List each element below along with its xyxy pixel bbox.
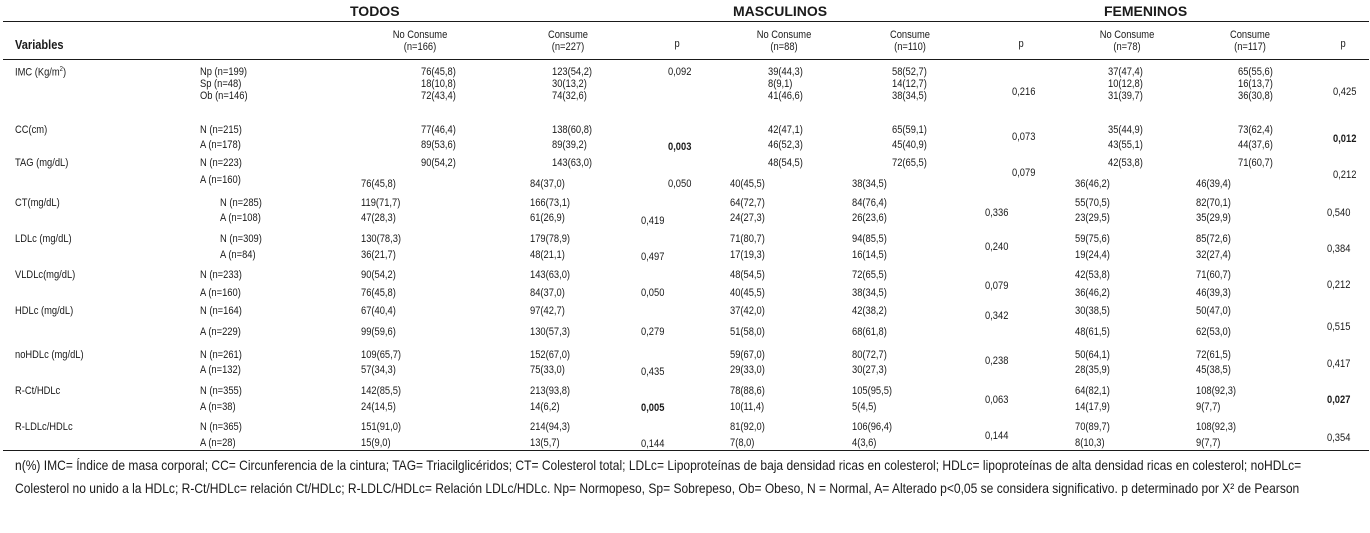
subgroup-label: N (n=355) <box>200 385 242 397</box>
table-cell: 13(5,7) <box>530 437 560 449</box>
p-value: 0,003 <box>668 141 692 153</box>
table-cell: 32(27,4) <box>1196 249 1231 261</box>
table-cell: 68(61,8) <box>852 326 887 338</box>
table-cell: 65(59,1) <box>892 124 927 136</box>
group-header-masculinos: MASCULINOS <box>733 3 828 19</box>
table-cell: 55(70,5) <box>1075 197 1110 209</box>
table-cell: 214(94,3) <box>530 421 571 433</box>
column-fem-consume: Consume (n=117) <box>1229 29 1271 53</box>
table-cell: 36(46,2) <box>1075 178 1110 190</box>
table-cell: 18(10,8) <box>421 78 456 90</box>
table-cell: 84(37,0) <box>530 287 565 299</box>
table-cell: 152(67,0) <box>530 349 571 361</box>
table-cell: 42(38,2) <box>852 305 887 317</box>
table-cell: 17(19,3) <box>730 249 765 261</box>
table-cell: 70(89,7) <box>1075 421 1110 433</box>
table-cell: 67(40,4) <box>361 305 396 317</box>
column-todos-no-consume: No Consume (n=166) <box>392 29 448 53</box>
table-cell: 89(53,6) <box>421 139 456 151</box>
table-cell: 9(7,7) <box>1196 437 1221 449</box>
table-cell: 30(13,2) <box>552 78 587 90</box>
table-cell: 108(92,3) <box>1196 385 1237 397</box>
table-cell: 71(60,7) <box>1238 157 1273 169</box>
p-value: 0,073 <box>1012 131 1036 143</box>
table-cell: 24(27,3) <box>730 212 765 224</box>
subgroup-label: A (n=229) <box>200 326 241 338</box>
table-cell: 64(72,7) <box>730 197 765 209</box>
subgroup-label: Sp (n=48) <box>200 78 242 90</box>
table-cell: 62(53,0) <box>1196 326 1231 338</box>
table-cell: 106(96,4) <box>852 421 893 433</box>
table-cell: 105(95,5) <box>852 385 893 397</box>
table-cell: 31(39,7) <box>1108 90 1143 102</box>
table-cell: 85(72,6) <box>1196 233 1231 245</box>
table-cell: 26(23,6) <box>852 212 887 224</box>
column-masc-p: p <box>1018 38 1024 50</box>
table-cell: 76(45,8) <box>361 178 396 190</box>
table-cell: 142(85,5) <box>361 385 402 397</box>
table-cell: 65(55,6) <box>1238 66 1273 78</box>
table-cell: 8(9,1) <box>768 78 793 90</box>
p-value: 0,212 <box>1327 279 1351 291</box>
table-cell: 14(6,2) <box>530 401 560 413</box>
table-cell: 19(24,4) <box>1075 249 1110 261</box>
table-cell: 50(64,1) <box>1075 349 1110 361</box>
table-cell: 14(12,7) <box>892 78 927 90</box>
table-cell: 78(88,6) <box>730 385 765 397</box>
p-value: 0,079 <box>985 280 1009 292</box>
column-fem-p: p <box>1340 38 1346 50</box>
row-label-vldlc: VLDLc(mg/dL) <box>15 269 76 281</box>
table-cell: 130(78,3) <box>361 233 402 245</box>
table-cell: 123(54,2) <box>552 66 593 78</box>
row-label-tag: TAG (mg/dL) <box>15 157 69 169</box>
p-value: 0,497 <box>641 251 665 263</box>
row-label-hdlc: HDLc (mg/dL) <box>15 305 74 317</box>
table-cell: 71(80,7) <box>730 233 765 245</box>
column-variables: Variables <box>15 37 64 52</box>
table-cell: 4(3,6) <box>852 437 877 449</box>
table-cell: 40(45,5) <box>730 178 765 190</box>
table-cell: 143(63,0) <box>552 157 593 169</box>
subgroup-label: A (n=132) <box>200 364 241 376</box>
table-cell: 16(13,7) <box>1238 78 1273 90</box>
table-cell: 15(9,0) <box>361 437 391 449</box>
bottom-rule <box>3 450 1369 451</box>
p-value: 0,384 <box>1327 243 1351 255</box>
table-cell: 82(70,1) <box>1196 197 1231 209</box>
p-value: 0,540 <box>1327 207 1351 219</box>
footnote-line-1: n(%) IMC= Índice de masa corporal; CC= Circunferencia de la cintura; TAG= Triacilglicéridos; CT= Colesterol total; LDLc= Lipoproteínas de baja densidad ricas en colesterol; HDLc= lipoproteínas de alta densidad ricas en colesterol; noHDLc= <box>15 457 1302 473</box>
table-cell: 24(14,5) <box>361 401 396 413</box>
p-value: 0,435 <box>641 366 665 378</box>
table-cell: 59(67,0) <box>730 349 765 361</box>
subgroup-label: A (n=28) <box>200 437 236 449</box>
table-cell: 143(63,0) <box>530 269 571 281</box>
table-cell: 42(47,1) <box>768 124 803 136</box>
group-header-todos: TODOS <box>350 3 400 19</box>
table-cell: 130(57,3) <box>530 326 571 338</box>
p-value: 0,216 <box>1012 86 1036 98</box>
column-masc-no-consume: No Consume (n=88) <box>756 29 812 53</box>
row-label-rct-hdlc: R-Ct/HDLc <box>15 385 61 397</box>
row-label-ct: CT(mg/dL) <box>15 197 60 209</box>
column-todos-p: p <box>674 38 680 50</box>
table-cell: 30(27,3) <box>852 364 887 376</box>
table-cell: 76(45,8) <box>421 66 456 78</box>
table-cell: 59(75,6) <box>1075 233 1110 245</box>
p-value: 0,212 <box>1333 169 1357 181</box>
table-cell: 43(55,1) <box>1108 139 1143 151</box>
subgroup-label: N (n=164) <box>200 305 242 317</box>
table-cell: 99(59,6) <box>361 326 396 338</box>
table-cell: 61(26,9) <box>530 212 565 224</box>
table-cell: 47(28,3) <box>361 212 396 224</box>
subgroup-label: N (n=223) <box>200 157 242 169</box>
subgroup-label: A (n=178) <box>200 139 241 151</box>
subgroup-label: A (n=84) <box>220 249 256 261</box>
p-value: 0,342 <box>985 310 1009 322</box>
table-cell: 16(14,5) <box>852 249 887 261</box>
p-value: 0,515 <box>1327 321 1351 333</box>
subgroup-label: N (n=261) <box>200 349 242 361</box>
group-header-femeninos: FEMENINOS <box>1104 3 1188 19</box>
table-cell: 119(71,7) <box>361 197 401 209</box>
p-value: 0,238 <box>985 355 1009 367</box>
table-cell: 72(43,4) <box>421 90 456 102</box>
subgroup-label: A (n=160) <box>200 287 241 299</box>
table-cell: 72(65,5) <box>892 157 927 169</box>
subgroup-label: A (n=160) <box>200 174 241 186</box>
table-cell: 57(34,3) <box>361 364 396 376</box>
subgroup-label: N (n=285) <box>220 197 262 209</box>
table-cell: 38(34,5) <box>892 90 927 102</box>
table-cell: 71(60,7) <box>1196 269 1231 281</box>
p-value: 0,027 <box>1327 394 1351 406</box>
subgroup-label: N (n=365) <box>200 421 242 433</box>
table-cell: 37(47,4) <box>1108 66 1143 78</box>
row-label-imc: IMC $(Kg/m^2)$ <box>15 66 67 79</box>
footnote-line-2: Colesterol no unido a la HDLc; R-Ct/HDLc= relación Ct/HDLc; R-LDLC/HDLc= Relación LDLc/HDLc. Np= Normopeso, Sp= Sobrepeso, Ob= Obeso, N = Normal, A= Alterado p<0,05 se considera significativo. p determinado por X² de Pearson <box>15 480 1300 496</box>
table-cell: 84(76,4) <box>852 197 887 209</box>
table-cell: 46(39,4) <box>1196 178 1231 190</box>
table-cell: 50(47,0) <box>1196 305 1231 317</box>
column-masc-consume: Consume (n=110) <box>889 29 931 53</box>
top-rule <box>3 21 1369 22</box>
p-value: 0,079 <box>1012 167 1036 179</box>
p-value: 0,425 <box>1333 86 1357 98</box>
row-label-nohdlc: noHDLc (mg/dL) <box>15 349 84 361</box>
subgroup-label: A (n=108) <box>220 212 261 224</box>
p-value: 0,012 <box>1333 133 1357 145</box>
p-value: 0,354 <box>1327 432 1351 444</box>
p-value: 0,279 <box>641 326 665 338</box>
subgroup-label: N (n=309) <box>220 233 262 245</box>
table-cell: 74(32,6) <box>552 90 587 102</box>
table-cell: 8(10,3) <box>1075 437 1105 449</box>
table-cell: 75(33,0) <box>530 364 565 376</box>
table-cell: 42(53,8) <box>1108 157 1143 169</box>
p-value: 0,050 <box>641 287 665 299</box>
p-value: 0,419 <box>641 215 665 227</box>
table-cell: 72(61,5) <box>1196 349 1231 361</box>
table-cell: 46(39,3) <box>1196 287 1231 299</box>
table-cell: 10(12,8) <box>1108 78 1143 90</box>
table-cell: 37(42,0) <box>730 305 765 317</box>
table-cell: 39(44,3) <box>768 66 803 78</box>
row-label-rldlc-hdlc: R-LDLc/HDLc <box>15 421 73 433</box>
table-cell: 109(65,7) <box>361 349 402 361</box>
table-cell: 14(17,9) <box>1075 401 1110 413</box>
table-cell: 28(35,9) <box>1075 364 1110 376</box>
subgroup-label: A (n=38) <box>200 401 236 413</box>
table-cell: 81(92,0) <box>730 421 765 433</box>
table-cell: 72(65,5) <box>852 269 887 281</box>
table-cell: 42(53,8) <box>1075 269 1110 281</box>
p-value: 0,336 <box>985 207 1009 219</box>
table-cell: 44(37,6) <box>1238 139 1273 151</box>
column-fem-no-consume: No Consume (n=78) <box>1099 29 1155 53</box>
table-cell: 38(34,5) <box>852 178 887 190</box>
p-value: 0,092 <box>668 66 692 78</box>
p-value: 0,240 <box>985 241 1009 253</box>
table-cell: 73(62,4) <box>1238 124 1273 136</box>
table-cell: 30(38,5) <box>1075 305 1110 317</box>
table-cell: 35(44,9) <box>1108 124 1143 136</box>
table-cell: 5(4,5) <box>852 401 877 413</box>
table-cell: 10(11,4) <box>730 401 765 413</box>
table-cell: 48(54,5) <box>730 269 765 281</box>
table-cell: 84(37,0) <box>530 178 565 190</box>
table-cell: 80(72,7) <box>852 349 887 361</box>
table-cell: 51(58,0) <box>730 326 765 338</box>
table-cell: 76(45,8) <box>361 287 396 299</box>
p-value: 0,417 <box>1327 358 1351 370</box>
table-cell: 9(7,7) <box>1196 401 1221 413</box>
table-cell: 97(42,7) <box>530 305 565 317</box>
table-cell: 64(82,1) <box>1075 385 1110 397</box>
table-cell: 41(46,6) <box>768 90 803 102</box>
table-cell: 48(21,1) <box>530 249 565 261</box>
table-cell: 166(73,1) <box>530 197 571 209</box>
table-cell: 179(78,9) <box>530 233 571 245</box>
table-cell: 48(54,5) <box>768 157 803 169</box>
table-cell: 108(92,3) <box>1196 421 1237 433</box>
row-label-ldlc: LDLc (mg/dL) <box>15 233 72 245</box>
p-value: 0,005 <box>641 402 665 414</box>
subgroup-label: N (n=215) <box>200 124 242 136</box>
p-value: 0,144 <box>641 438 665 450</box>
table-cell: 151(91,0) <box>361 421 402 433</box>
table-cell: 58(52,7) <box>892 66 927 78</box>
table-cell: 23(29,5) <box>1075 212 1110 224</box>
p-value: 0,050 <box>668 178 692 190</box>
table-cell: 90(54,2) <box>421 157 456 169</box>
table-cell: 77(46,4) <box>421 124 456 136</box>
subgroup-label: Ob (n=146) <box>200 90 248 102</box>
table-cell: 7(8,0) <box>730 437 755 449</box>
table-cell: 40(45,5) <box>730 287 765 299</box>
subgroup-label: N (n=233) <box>200 269 242 281</box>
table-cell: 94(85,5) <box>852 233 887 245</box>
table-cell: 35(29,9) <box>1196 212 1231 224</box>
table-cell: 90(54,2) <box>361 269 396 281</box>
table-cell: 48(61,5) <box>1075 326 1110 338</box>
row-label-cc: CC(cm) <box>15 124 48 136</box>
table-cell: 138(60,8) <box>552 124 593 136</box>
table-cell: 46(52,3) <box>768 139 803 151</box>
p-value: 0,144 <box>985 430 1009 442</box>
table-cell: 38(34,5) <box>852 287 887 299</box>
table-cell: 89(39,2) <box>552 139 587 151</box>
header-rule <box>3 59 1369 60</box>
p-value: 0,063 <box>985 394 1009 406</box>
table-cell: 45(40,9) <box>892 139 927 151</box>
table-cell: 36(46,2) <box>1075 287 1110 299</box>
table-cell: 36(21,7) <box>361 249 396 261</box>
column-todos-consume: Consume (n=227) <box>547 29 589 53</box>
table-cell: 29(33,0) <box>730 364 765 376</box>
table-cell: 213(93,8) <box>530 385 571 397</box>
subgroup-label: Np (n=199) <box>200 66 248 78</box>
table-cell: 36(30,8) <box>1238 90 1273 102</box>
table-cell: 45(38,5) <box>1196 364 1231 376</box>
